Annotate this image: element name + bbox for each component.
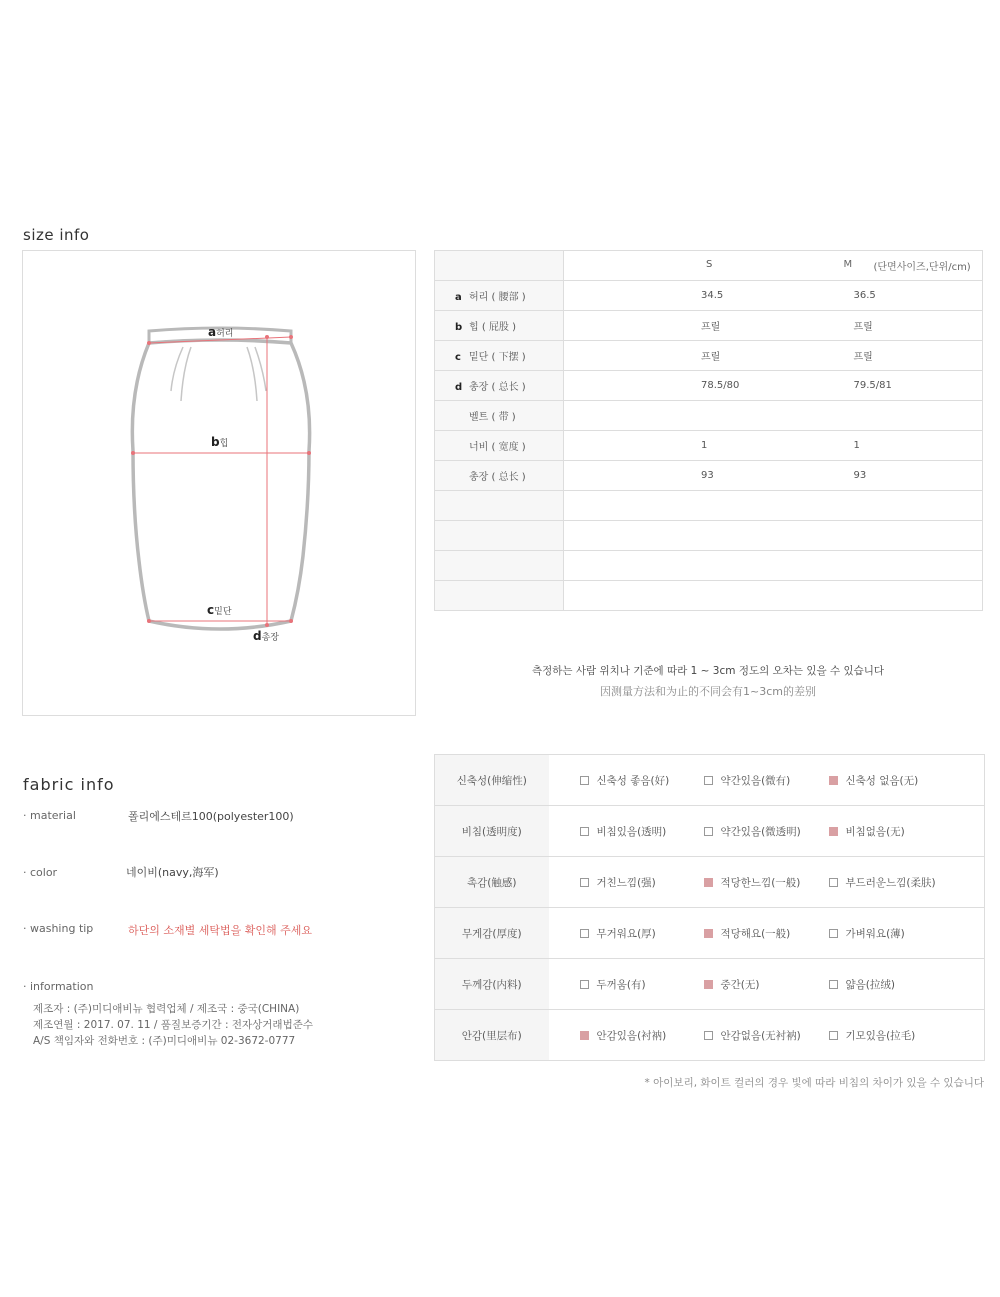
size-row-m: 프릴 [854, 311, 983, 341]
label-a-waist: a허리 [208, 325, 234, 339]
property-option[interactable] [549, 755, 696, 806]
material-label: · material [23, 809, 76, 822]
info-line-as: A/S 책임자와 전화번호 : (주)미디애비뉴 02-3672-0777 [33, 1035, 296, 1047]
size-row-m [854, 491, 983, 521]
header-m: M [843, 259, 853, 270]
color-value: 네이비(navy,海军) [126, 866, 219, 879]
size-table-header [435, 251, 983, 281]
checkbox-icon[interactable] [580, 929, 589, 938]
property-option[interactable] [549, 857, 696, 908]
size-row-m: 79.5/81 [854, 371, 983, 401]
size-row-s [564, 401, 854, 431]
property-option[interactable] [821, 1010, 985, 1061]
property-option-text: 부드러운느낌(柔肤) [845, 876, 936, 889]
size-row [435, 401, 983, 431]
washing-tip-label: · washing tip [23, 922, 94, 935]
information-label: · information [23, 980, 94, 993]
size-row-m: 93 [854, 461, 983, 491]
checked-box-icon[interactable] [704, 878, 713, 887]
property-option-text: 두꺼움(有) [596, 978, 646, 991]
size-row-m: 프릴 [854, 341, 983, 371]
size-row-label-text: 힙 ( 屁股 ) [469, 322, 516, 333]
checked-box-icon[interactable] [829, 776, 838, 785]
size-row-s [564, 491, 854, 521]
property-row [435, 806, 985, 857]
property-option-text: 무거워요(厚) [596, 927, 656, 940]
property-row [435, 959, 985, 1010]
washing-tip-value: 하단의 소재별 세탁법을 확인해 주세요 [128, 924, 313, 937]
property-row [435, 857, 985, 908]
property-option[interactable] [696, 857, 821, 908]
property-option-text: 약간있음(微透明) [720, 825, 801, 838]
size-row-label [435, 551, 564, 581]
size-row [435, 581, 983, 611]
checkbox-icon[interactable] [580, 827, 589, 836]
size-row [435, 281, 983, 311]
measurement-note-ko: 측정하는 사람 위치나 기준에 따라 1 ~ 3cm 정도의 오차는 있을 수 있습니다 [531, 665, 885, 677]
size-row [435, 311, 983, 341]
property-row [435, 755, 985, 806]
checkbox-icon[interactable] [704, 1031, 713, 1040]
property-option-text: 비침없음(无) [845, 825, 905, 838]
size-table [434, 250, 983, 611]
property-option-text: 기모있음(拉毛) [845, 1029, 916, 1042]
checked-box-icon[interactable] [704, 929, 713, 938]
size-row [435, 431, 983, 461]
size-row-s: 프릴 [564, 341, 854, 371]
property-label: 비침(透明度) [435, 806, 549, 857]
size-row-label [435, 341, 564, 371]
size-row-m [854, 401, 983, 431]
size-row-s: 1 [564, 431, 854, 461]
size-row-label-text: 허리 ( 腰部 ) [469, 292, 526, 303]
size-row [435, 461, 983, 491]
checkbox-icon[interactable] [829, 929, 838, 938]
size-row-s: 78.5/80 [564, 371, 854, 401]
checked-box-icon[interactable] [580, 1031, 589, 1040]
size-row [435, 371, 983, 401]
size-row [435, 551, 983, 581]
property-option-text: 비침있음(透明) [596, 825, 667, 838]
size-row-label [435, 311, 564, 341]
property-option[interactable] [821, 755, 985, 806]
header-m-unit [843, 251, 983, 281]
property-option-text: 안감없음(无衬衲) [720, 1029, 801, 1042]
size-row-label-text: 벨트 ( 带 ) [469, 412, 516, 423]
size-row-label [435, 431, 564, 461]
checkbox-icon[interactable] [829, 1031, 838, 1040]
property-label: 신축성(伸缩性) [435, 755, 549, 806]
size-row-label [435, 281, 564, 311]
size-row-label [435, 371, 564, 401]
unit-note: (단면사이즈,단위/cm) [873, 262, 971, 273]
size-row-label [435, 401, 564, 431]
checkbox-icon[interactable] [580, 776, 589, 785]
property-label: 촉감(触感) [435, 857, 549, 908]
info-line-manufacturer: 제조자 : (주)미디애비뉴 협력업체 / 제조국 : 중국(CHINA) [33, 1003, 300, 1015]
property-option[interactable] [696, 908, 821, 959]
property-option-text: 적당해요(一般) [720, 927, 791, 940]
color-label: · color [23, 866, 58, 879]
property-option-text: 안감있음(衬衲) [596, 1029, 667, 1042]
property-option[interactable] [821, 959, 985, 1010]
size-row-key: c [455, 352, 461, 363]
property-row [435, 908, 985, 959]
checkbox-icon[interactable] [704, 776, 713, 785]
info-line-date: 제조연월 : 2017. 07. 11 / 품질보증기간 : 전자상거래법준수 [33, 1019, 314, 1031]
property-option[interactable] [549, 908, 696, 959]
fabric-properties-table [434, 754, 985, 1061]
size-info-title: size info [23, 226, 90, 244]
size-row-s [564, 551, 854, 581]
size-row-m: 1 [854, 431, 983, 461]
size-row-s [564, 521, 854, 551]
skirt-body-shape [132, 340, 309, 629]
size-row-label-text: 총장 ( 总长 ) [469, 472, 526, 483]
size-row-label [435, 461, 564, 491]
checkbox-icon[interactable] [580, 878, 589, 887]
property-option[interactable] [549, 806, 696, 857]
label-c-hem: c밑단 [207, 603, 232, 617]
property-option-text: 적당한느낌(一般) [720, 876, 801, 889]
size-row-s: 34.5 [564, 281, 854, 311]
size-row-s: 프릴 [564, 311, 854, 341]
size-row [435, 521, 983, 551]
header-size-area [564, 251, 854, 281]
material-value: 폴리에스테르100(polyester100) [128, 810, 294, 823]
property-option[interactable] [696, 806, 821, 857]
checkbox-icon[interactable] [580, 980, 589, 989]
size-row-m [854, 551, 983, 581]
checked-box-icon[interactable] [829, 827, 838, 836]
checked-box-icon[interactable] [704, 980, 713, 989]
size-row-key: d [455, 382, 463, 393]
property-option[interactable] [696, 959, 821, 1010]
property-option[interactable] [821, 806, 985, 857]
skirt-diagram [22, 250, 416, 716]
size-row-label [435, 491, 564, 521]
header-blank [435, 251, 564, 281]
property-option-text: 중간(无) [720, 978, 760, 991]
fabric-info-title: fabric info [23, 775, 115, 794]
property-option-text: 신축성 좋음(好) [596, 774, 670, 787]
property-option[interactable] [821, 857, 985, 908]
property-option[interactable] [696, 1010, 821, 1061]
property-option[interactable] [549, 959, 696, 1010]
checkbox-icon[interactable] [829, 980, 838, 989]
property-option[interactable] [696, 755, 821, 806]
checkbox-icon[interactable] [829, 878, 838, 887]
size-row [435, 341, 983, 371]
header-s: S [706, 259, 713, 270]
property-row [435, 1010, 985, 1061]
skirt-illustration [23, 251, 415, 715]
size-row-label-text: 총장 ( 总长 ) [469, 382, 526, 393]
measurement-note-cn: 因测量方法和为止的不同会有1~3cm的差别 [600, 685, 816, 698]
size-row-key: a [455, 292, 462, 303]
property-label: 안감(里层布) [435, 1010, 549, 1061]
size-row-m [854, 581, 983, 611]
property-option-text: 얇음(拉绒) [845, 978, 895, 991]
property-option-text: 약간있음(微有) [720, 774, 791, 787]
size-row-s: 93 [564, 461, 854, 491]
size-row-m [854, 521, 983, 551]
label-d-length: d총장 [253, 629, 279, 643]
size-row-label [435, 521, 564, 551]
checkbox-icon[interactable] [704, 827, 713, 836]
property-option[interactable] [549, 1010, 696, 1061]
property-option-text: 거친느낌(强) [596, 876, 656, 889]
property-option[interactable] [821, 908, 985, 959]
size-row-label-text: 밑단 ( 下摆 ) [469, 352, 526, 363]
property-option-text: 가벼워요(薄) [845, 927, 905, 940]
size-row-key: b [455, 322, 463, 333]
label-b-hip: b힙 [211, 435, 229, 449]
size-row-label [435, 581, 564, 611]
property-option-text: 신축성 없음(无) [845, 774, 919, 787]
size-row [435, 491, 983, 521]
size-row-s [564, 581, 854, 611]
property-label: 무게감(厚度) [435, 908, 549, 959]
size-row-m: 36.5 [854, 281, 983, 311]
property-label: 두께감(内料) [435, 959, 549, 1010]
footnote: * 아이보리, 화이트 컬러의 경우 빛에 따라 비침의 차이가 있을 수 있습니다 [644, 1077, 984, 1089]
size-row-label-text: 너비 ( 宽度 ) [469, 442, 526, 453]
